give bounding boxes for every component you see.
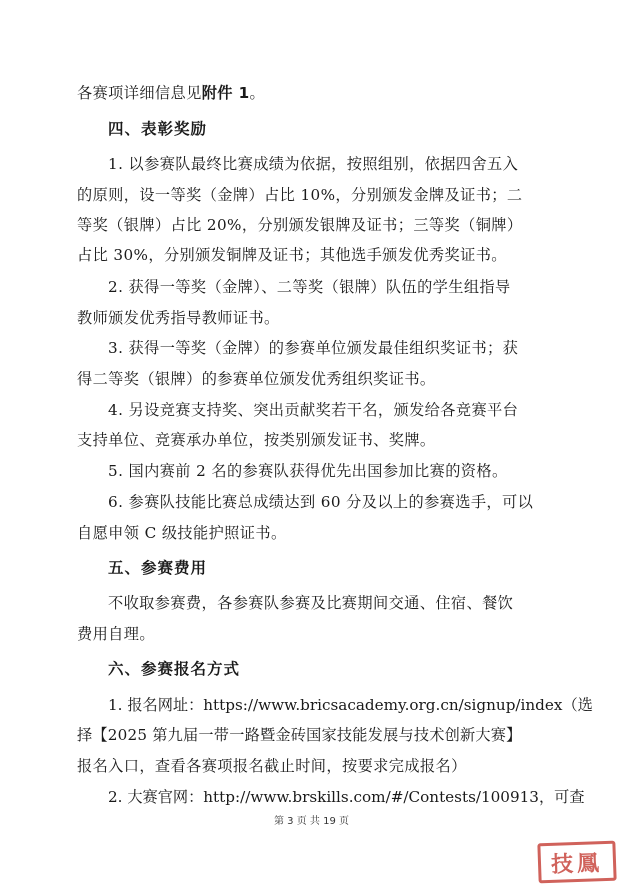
signup-line-2: 择【2025 第九届一带一路暨金砖国家技能发展与技术创新大赛】 (77, 726, 522, 744)
attachment-ref: 附件 1 (201, 84, 250, 102)
section-4-line-1: 1. 以参赛队最终比赛成绩为依据，按照组别，依据四舍五入 (108, 155, 519, 173)
section-4-line-7: 3. 获得一等奖（金牌）的参赛单位颁发最佳组织奖证书；获 (108, 339, 519, 357)
section-4-line-3: 等奖（银牌）占比 20%，分别颁发银牌及证书；三等奖（铜牌） (77, 216, 523, 234)
section-4-line-8: 得二等奖（银牌）的参赛单位颁发优秀组织奖证书。 (77, 370, 436, 388)
signup-line-1 (108, 695, 593, 715)
watermark-stamp (537, 841, 616, 884)
signup-label: 1. 报名网址： (108, 696, 204, 714)
stamp-text: 技鳳 (550, 849, 604, 878)
signup-line-tail: （选 (562, 696, 593, 714)
section-5-line-1: 不收取参赛费，各参赛队参赛及比赛期间交通、住宿、餐饮 (108, 594, 514, 612)
intro-line (77, 83, 265, 103)
website-line (108, 787, 585, 807)
section-4-line-6: 教师颁发优秀指导教师证书。 (77, 309, 280, 327)
signup-url-link[interactable]: https://www.bricsacademy.org.cn/signup/index (203, 696, 563, 714)
section-5-line-2: 费用自理。 (77, 625, 155, 643)
page-number-footer: 第 3 页 共 19 页 (274, 816, 349, 827)
website-url-link[interactable]: http://www.brskills.com/#/Contests/100913 (203, 788, 539, 806)
section-4-line-12: 6. 参赛队技能比赛总成绩达到 60 分及以上的参赛选手，可以 (108, 493, 534, 511)
website-line-tail: ，可查 (538, 788, 585, 806)
intro-suffix: 。 (249, 84, 266, 102)
section-4-line-2: 的原则，设一等奖（金牌）占比 10%，分别颁发金牌及证书；二 (77, 186, 523, 204)
intro-prefix: 各赛项详细信息见 (77, 84, 202, 102)
section-4-line-9: 4. 另设竞赛支持奖、突出贡献奖若干名，颁发给各竞赛平台 (108, 401, 519, 419)
website-label: 2. 大赛官网： (108, 788, 204, 806)
signup-line-3: 报名入口，查看各赛项报名截止时间，按要求完成报名） (77, 757, 467, 775)
section-4-line-10: 支持单位、竞赛承办单位，按类别颁发证书、奖牌。 (77, 431, 436, 449)
section-4-line-13: 自愿申领 C 级技能护照证书。 (77, 524, 287, 542)
section-6-heading: 六、参赛报名方式 (108, 660, 241, 678)
section-4-line-11: 5. 国内赛前 2 名的参赛队获得优先出国参加比赛的资格。 (108, 462, 508, 480)
section-5-heading: 五、参赛费用 (108, 559, 208, 577)
section-4-line-4: 占比 30%，分别颁发铜牌及证书；其他选手颁发优秀奖证书。 (77, 246, 507, 264)
section-4-line-5: 2. 获得一等奖（金牌）、二等奖（银牌）队伍的学生组指导 (108, 278, 511, 296)
section-4-heading: 四、表彰奖励 (108, 120, 208, 138)
